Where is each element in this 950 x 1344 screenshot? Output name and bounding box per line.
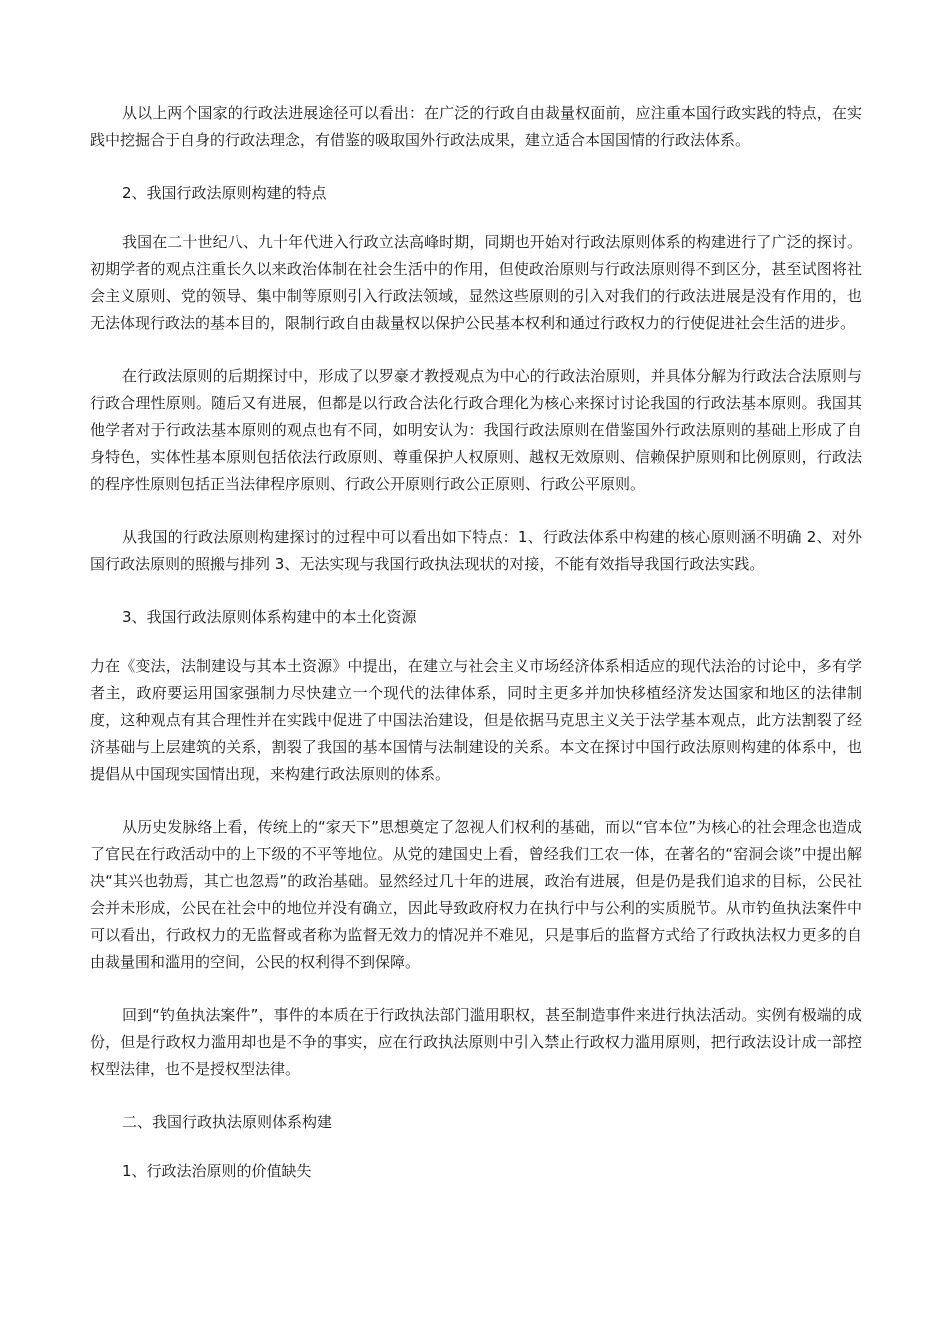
chapter-heading-2: 二、我国行政执法原则体系构建: [122, 1113, 333, 1131]
section-heading-2: 2、我国行政法原则构建的特点: [122, 184, 327, 202]
paragraph-early-discussion: 我国在二十世纪八、九十年代进入行政立法高峰时期，同期也开始对行政法原则体系的构建进行了广泛的探讨。初期学者的观点注重长久以来政治体制在社会生活中的作用，但使政治原则与行政法原则得不到区分，甚至试图将社会主义原则、党的领导、集中制等原则引入行政法领域，显然这些原则的引入对我们的行政法进展是没有作用的，也无法体现行政法的基本目的，限制行政自由裁量权以保护公民基本权利和通过行政权力的行使促进社会生活的进步。: [90, 233, 862, 332]
paragraph-fishing-enforcement: 回到“钓鱼执法案件”，事件的本质在于行政执法部门滥用职权，甚至制造事件来进行执法活动。实例有极端的成份，但是行政权力滥用却也是不争的事实，应在行政执法原则中引入禁止行政权力滥用原则，把行政法设计成一部控权型法律，也不是授权型法律。: [90, 1006, 862, 1078]
paragraph-local-resources: 力在《变法，法制建设与其本土资源》中提出，在建立与社会主义市场经济体系相适应的现代法治的讨论中，多有学者主，政府要运用国家强制力尽快建立一个现代的法律体系，同时主更多并加快移植经济发达国家和地区的法律制度，这种观点有其合理性并在实践中促进了中国法治建设，但是依据马克思主义关于法学基本观点，此方法割裂了经济基础与上层建筑的关系，割裂了我国的基本国情与法制建设的关系。本文在探讨中国行政法原则构建的体系中，也提倡从中国现实国情出现，来构建行政法原则的体系。: [90, 657, 862, 783]
section-heading-3: 3、我国行政法原则体系构建中的本土化资源: [122, 608, 417, 626]
paragraph-later-discussion: 在行政法原则的后期探讨中，形成了以罗豪才教授观点为中心的行政法治原则，并具体分解为行政法合法原则与行政合理性原则。随后又有进展，但都是以行政合法化行政合理化为核心来探讨讨论我国的行政法基本原则。我国其他学者对于行政法基本原则的观点也有不同，如明安认为：我国行政法原则在借鉴国外行政法原则的基础上形成了自身特色，实体性基本原则包括依法行政原则、尊重保护人权原则、越权无效原则、信赖保护原则和比例原则，行政法的程序性原则包括正当法律程序原则、行政公开原则行政公正原则、行政公平原则。: [90, 367, 862, 493]
section-heading-1: 1、行政法治原则的价值缺失: [122, 1162, 312, 1180]
paragraph-intro-conclusion: 从以上两个国家的行政法进展途径可以看出：在广泛的行政自由裁量权面前，应注重本国行政实践的特点，在实践中挖掘合于自身的行政法理念，有借鉴的吸取国外行政法成果，建立适合本国国情的行政法体系。: [90, 104, 862, 149]
paragraph-features: 从我国的行政法原则构建探讨的过程中可以看出如下特点：1、行政法体系中构建的核心原则涵不明确 2、对外国行政法原则的照搬与排列 3、无法实现与我国行政执法现状的对接，不能有效指导我国行政法实践。: [90, 528, 862, 573]
document-page: [90, 100, 862, 1207]
paragraph-historical-context: 从历史发脉络上看，传统上的“家天下”思想奠定了忽视人们权利的基础，而以“官本位”为核心的社会理念也造成了官民在行政活动中的上下级的不平等地位。从党的建国史上看，曾经我们工农一体，在著名的“窑洞会谈”中提出解决“其兴也勃焉，其亡也忽焉”的政治基础。显然经过几十年的进展，政治有进展，但是仍是我们追求的目标，公民社会并未形成，公民在社会中的地位并没有确立，因此导致政府权力在执行中与公利的实质脱节。从市钓鱼执法案件中可以看出，行政权力的无监督或者称为监督无效力的情况并不难见，只是事后的监督方式给了行政执法权力更多的自由裁量围和滥用的空间，公民的权利得不到保障。: [90, 818, 862, 971]
